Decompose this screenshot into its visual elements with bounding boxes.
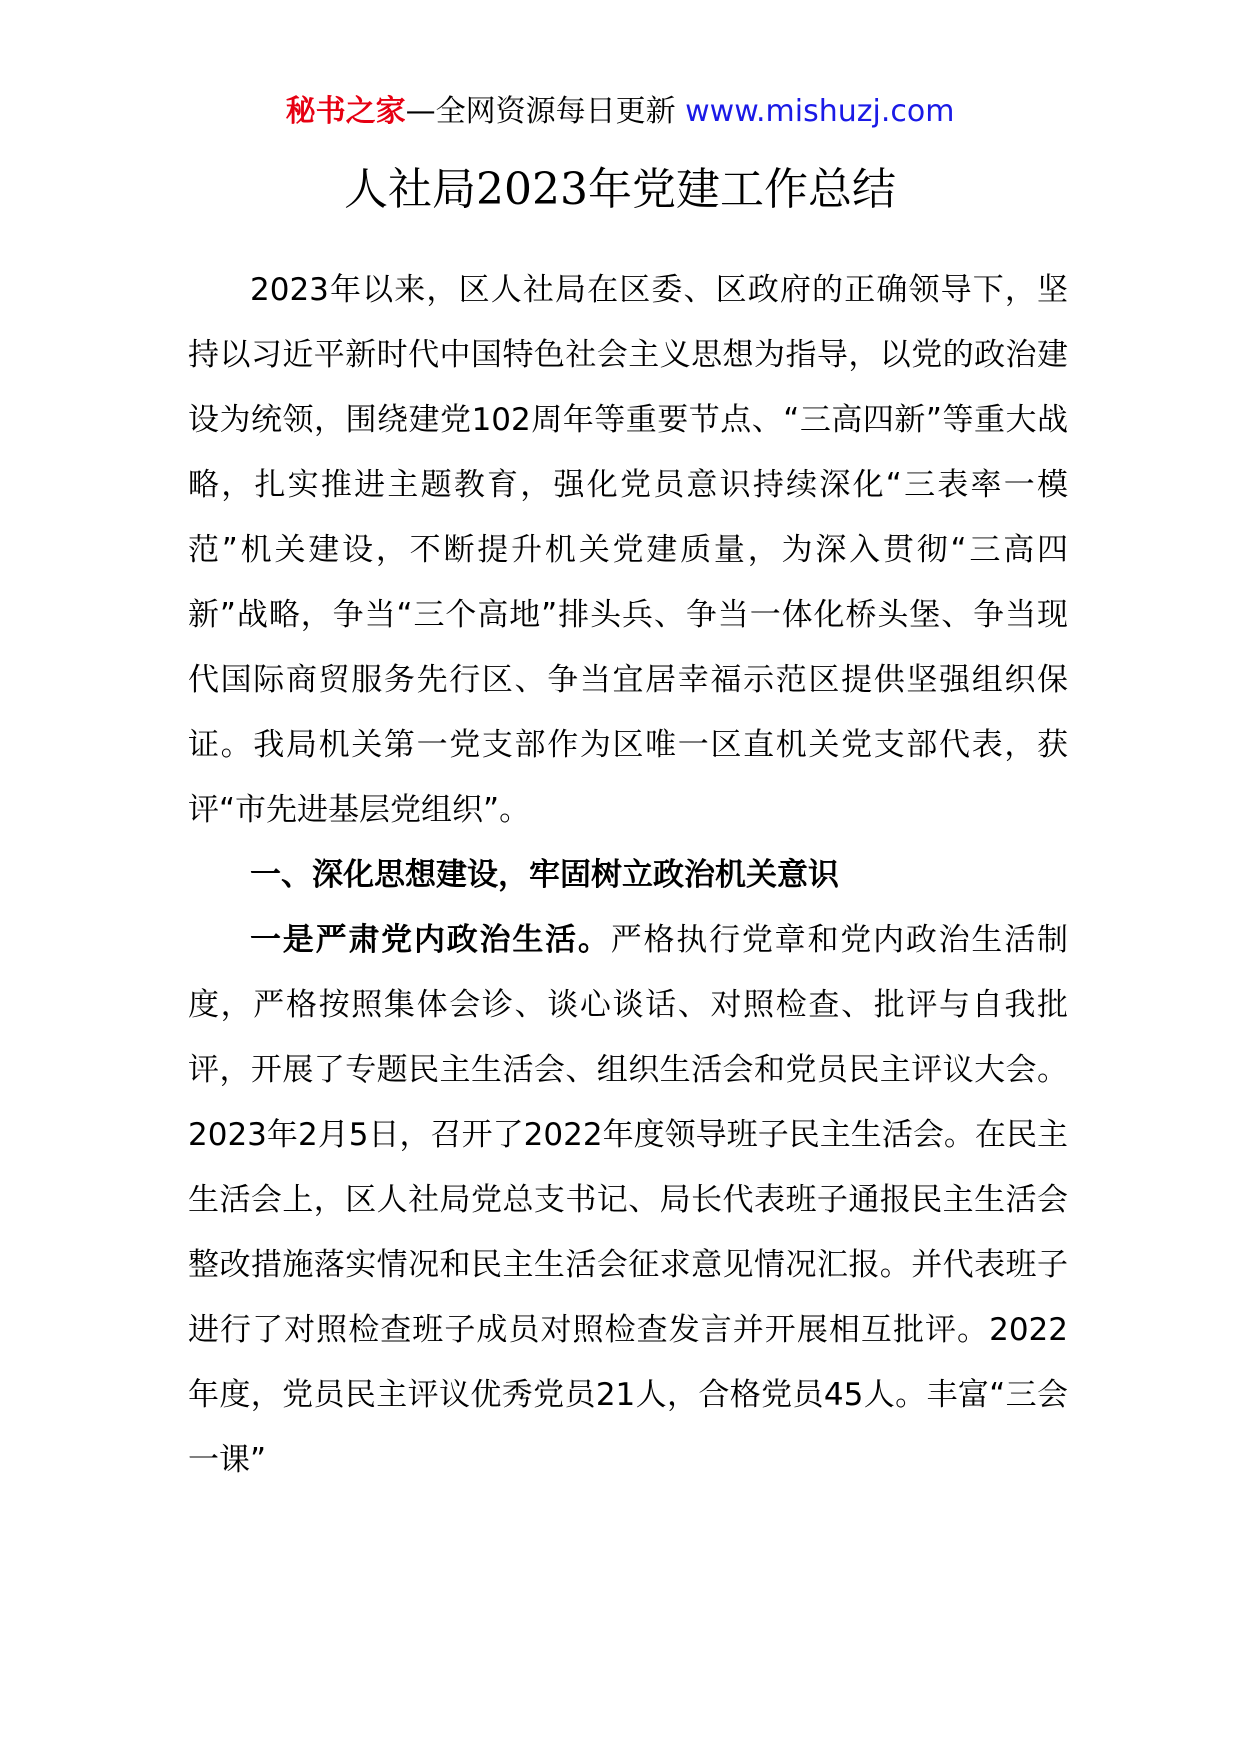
site-brand: 秘书之家 xyxy=(285,94,406,129)
paragraph-1-body: 严格执行党章和党内政治生活制度，严格按照集体会诊、谈心谈话、对照检查、批评与自我批评，开展了专题民主生活会、组织生活会和党员民主评议大会。2023年2月5日，召开了2022年度领导班子民主生活会。在民主生活会上，区人社局党总支书记、局长代表班子通报民主生活会整改措施落实情况和民主生活会征求意见情况汇报。并代表班子进行了对照检查班子成员对照检查发言并开展相互批评。2022年度，党员民主评议优秀党员21人，合格党员45人。丰富“三会一课” xyxy=(188,922,1069,1478)
site-url[interactable]: www.mishuzj.com xyxy=(685,94,955,129)
title-prefix: 人社局 xyxy=(344,164,476,215)
intro-paragraph: 2023年以来，区人社局在区委、区政府的正确领导下，坚持以习近平新时代中国特色社会主义思想为指导，以党的政治建设为统领，围绕建党102周年等重要节点、“三高四新”等重大战略，扎实推进主题教育，强化党员意识持续深化“三表率一模范”机关建设，不断提升机关党建质量，为深入贯彻“三高四新”战略，争当“三个高地”排头兵、争当一体化桥头堡、争当现代国际商贸服务先行区、争当宜居幸福示范区提供坚强组织保证。我局机关第一党支部作为区唯一区直机关党支部代表，获评“市先进基层党组织”。 xyxy=(188,272,1068,828)
document-title xyxy=(0,160,1240,220)
paragraph-1 xyxy=(188,908,1068,1493)
title-year: 2023 xyxy=(476,164,588,215)
document-body xyxy=(188,258,1068,1493)
site-header xyxy=(0,92,1240,132)
site-tagline: —全网资源每日更新 xyxy=(405,94,686,129)
section-heading-1: 一、深化思想建设，牢固树立政治机关意识 xyxy=(250,857,839,893)
paragraph-1-lead: 一是严肃党内政治生活。 xyxy=(250,922,611,958)
title-suffix: 年党建工作总结 xyxy=(587,164,896,215)
